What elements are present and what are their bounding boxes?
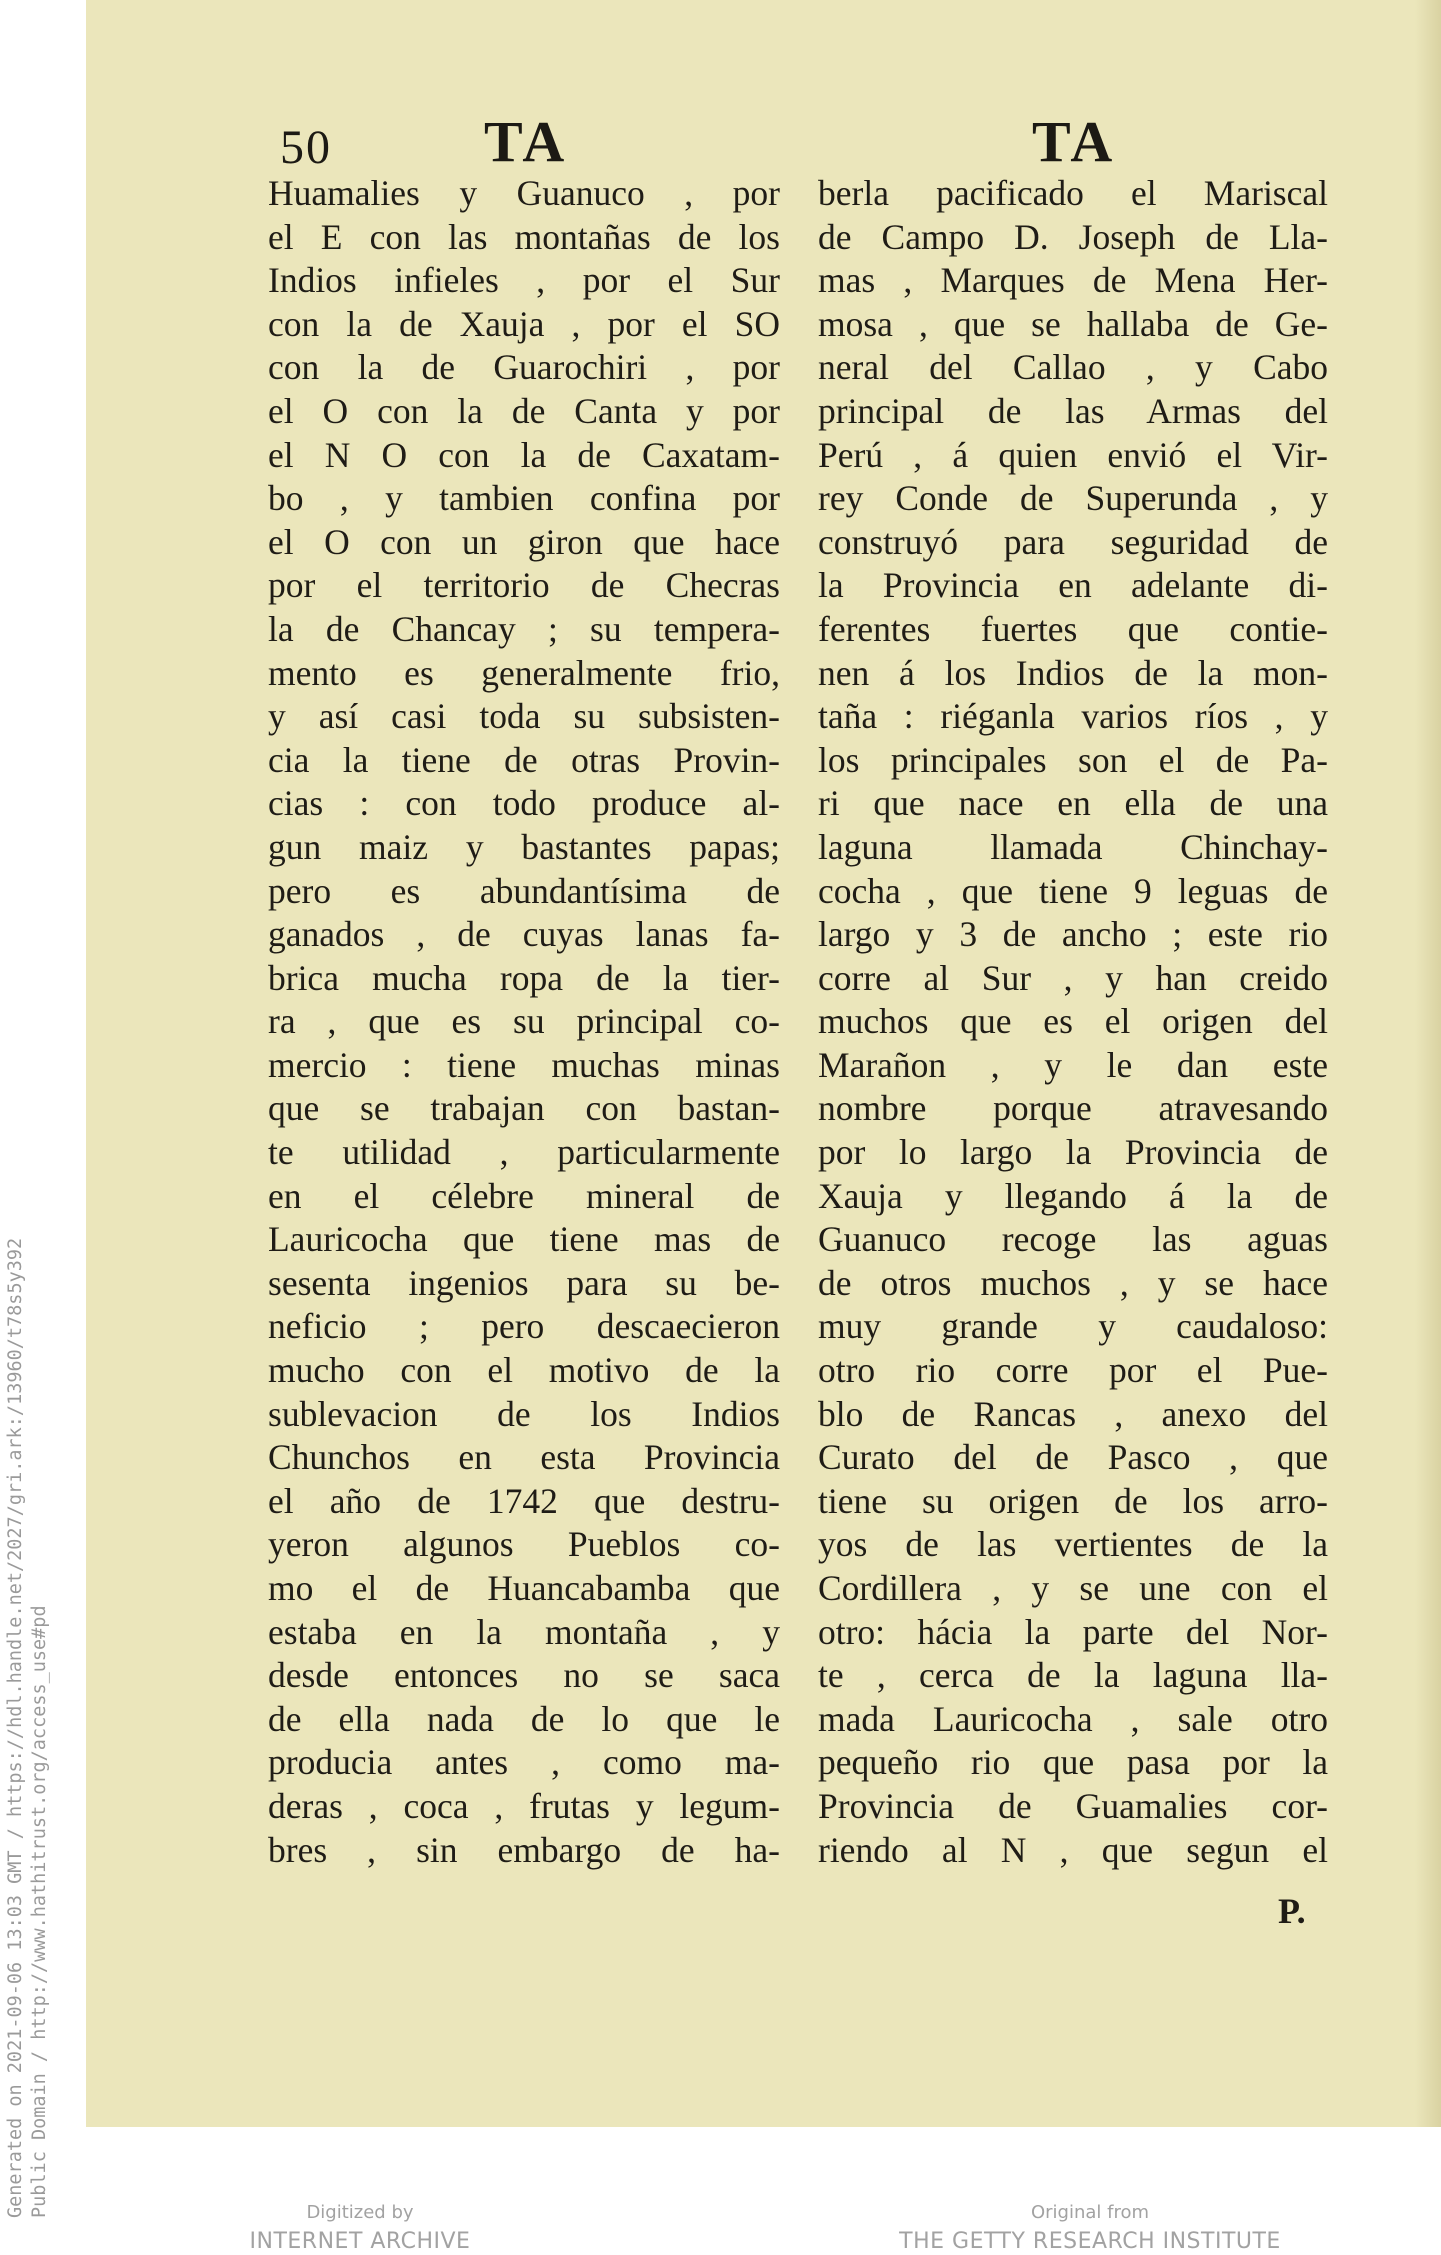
- text-line: que se trabajan con bastan-: [268, 1088, 780, 1129]
- text-line: bres , sin embargo de ha-: [268, 1829, 780, 1870]
- text-line: desde entonces no se saca: [268, 1655, 780, 1696]
- text-line: sublevacion de los Indios: [268, 1393, 780, 1434]
- text-line: Marañon , y le dan este: [818, 1044, 1328, 1085]
- text-line: principal de las Armas del: [818, 390, 1328, 431]
- text-line: rey Conde de Superunda , y: [818, 478, 1328, 519]
- text-line: por lo largo la Provincia de: [818, 1132, 1328, 1173]
- text-line: otro: hácia la parte del Nor-: [818, 1611, 1328, 1652]
- text-line: brica mucha ropa de la tier-: [268, 957, 780, 998]
- text-line: berla pacificado el Mariscal: [818, 173, 1328, 213]
- text-line: construyó para seguridad de: [818, 521, 1328, 562]
- text-line: mento es generalmente frio,: [268, 652, 780, 693]
- text-line: Xauja y llegando á la de: [818, 1175, 1328, 1216]
- text-line: producia antes , como ma-: [268, 1742, 780, 1783]
- text-line: el N O con la de Caxatam-: [268, 434, 780, 475]
- text-line: muy grande y caudaloso:: [818, 1306, 1328, 1347]
- text-line: con la de Guarochiri , por: [268, 347, 780, 388]
- text-line: ri que nace en ella de una: [818, 783, 1328, 824]
- text-line: mada Lauricocha , sale otro: [818, 1698, 1328, 1739]
- text-line: pero es abundantísima de: [268, 870, 780, 911]
- text-line: Guanuco recoge las aguas: [818, 1219, 1328, 1260]
- footer-getty: THE GETTY RESEARCH INSTITUTE: [899, 2229, 1281, 2254]
- text-line: cias : con todo produce al-: [268, 783, 780, 824]
- left-text-column: [268, 172, 780, 1872]
- text-line: Perú , á quien envió el Vir-: [818, 434, 1328, 475]
- footer-digitized-label: Digitized by: [306, 2202, 414, 2223]
- text-line: los principales son el de Pa-: [818, 739, 1328, 780]
- text-line: el O con la de Canta y por: [268, 390, 780, 431]
- running-head-left: TA: [484, 109, 569, 174]
- text-line: yeron algunos Pueblos co-: [268, 1524, 780, 1565]
- hathitrust-watermark: [4, 1238, 52, 2218]
- text-line: ra , que es su principal co-: [268, 1001, 780, 1042]
- text-line: por el territorio de Checras: [268, 565, 780, 606]
- text-line: ganados , de cuyas lanas fa-: [268, 914, 780, 955]
- right-text-column: [818, 172, 1328, 1872]
- text-line: cocha , que tiene 9 leguas de: [818, 870, 1328, 911]
- watermark-line-generated: Generated on 2021-09-06 13:03 GMT / https://hdl.handle.net/2027/gri.ark:/13960/t78s5y392: [5, 1237, 26, 2218]
- footer-digitized-by: [240, 2202, 480, 2254]
- text-line: cia la tiene de otras Provin-: [268, 739, 780, 780]
- text-line: te utilidad , particularmente: [268, 1132, 780, 1173]
- footer-original-label: Original from: [1030, 2202, 1150, 2223]
- text-line: neficio ; pero descaecieron: [268, 1306, 780, 1347]
- running-head-right: TA: [1032, 109, 1117, 174]
- text-line: riendo al N , que segun el: [818, 1829, 1328, 1870]
- text-line: bo , y tambien confina por: [268, 478, 780, 519]
- footer-internet-archive: INTERNET ARCHIVE: [249, 2229, 471, 2254]
- text-line: la de Chancay ; su tempera-: [268, 608, 780, 649]
- text-line: sesenta ingenios para su be-: [268, 1262, 780, 1303]
- text-line: mucho con el motivo de la: [268, 1350, 780, 1391]
- text-line: otro rio corre por el Pue-: [818, 1350, 1328, 1391]
- text-line: Cordillera , y se une con el: [818, 1568, 1328, 1608]
- text-line: estaba en la montaña , y: [268, 1611, 780, 1652]
- text-line: nombre porque atravesando: [818, 1088, 1328, 1129]
- text-line: el O con un giron que hace: [268, 521, 780, 562]
- page-number: 50: [280, 121, 332, 174]
- text-line: mas , Marques de Mena Her-: [818, 260, 1328, 301]
- text-line: en el célebre mineral de: [268, 1175, 780, 1216]
- text-line: de ella nada de lo que le: [268, 1698, 780, 1739]
- text-line: mosa , que se hallaba de Ge-: [818, 303, 1328, 344]
- text-line: mo el de Huancabamba que: [268, 1568, 780, 1608]
- text-line: Chunchos en esta Provincia: [268, 1437, 780, 1478]
- text-line: taña : riéganla varios ríos , y: [818, 696, 1328, 737]
- text-line: y así casi toda su subsisten-: [268, 696, 780, 737]
- text-line: Provincia de Guamalies cor-: [818, 1785, 1328, 1826]
- text-line: pequeño rio que pasa por la: [818, 1742, 1328, 1783]
- text-line: el año de 1742 que destru-: [268, 1480, 780, 1521]
- text-line: yos de las vertientes de la: [818, 1524, 1328, 1565]
- text-line: con la de Xauja , por el SO: [268, 303, 780, 344]
- text-line: corre al Sur , y han creido: [818, 957, 1328, 998]
- text-line: neral del Callao , y Cabo: [818, 347, 1328, 388]
- text-line: muchos que es el origen del: [818, 1001, 1328, 1042]
- page-edge-shadow: [1415, 0, 1441, 2127]
- text-line: el E con las montañas de los: [268, 216, 780, 257]
- text-line: laguna llamada Chinchay-: [818, 826, 1328, 867]
- text-line: Huamalies y Guanuco , por: [268, 173, 780, 213]
- text-line: de Campo D. Joseph de Lla-: [818, 216, 1328, 257]
- text-line: mercio : tiene muchas minas: [268, 1044, 780, 1085]
- text-line: de otros muchos , y se hace: [818, 1262, 1328, 1303]
- text-line: Curato del de Pasco , que: [818, 1437, 1328, 1478]
- text-line: ferentes fuertes que contie-: [818, 608, 1328, 649]
- text-line: nen á los Indios de la mon-: [818, 652, 1328, 693]
- catchword: P.: [1278, 1891, 1306, 1931]
- text-line: largo y 3 de ancho ; este rio: [818, 914, 1328, 955]
- text-line: la Provincia en adelante di-: [818, 565, 1328, 606]
- text-line: te , cerca de la laguna lla-: [818, 1655, 1328, 1696]
- text-line: blo de Rancas , anexo del: [818, 1393, 1328, 1434]
- text-line: Indios infieles , por el Sur: [268, 260, 780, 301]
- text-line: gun maiz y bastantes papas;: [268, 826, 780, 867]
- text-line: tiene su origen de los arro-: [818, 1480, 1328, 1521]
- watermark-line-rights: Public Domain / http://www.hathitrust.org/access_use#pd: [29, 1605, 50, 2218]
- text-line: deras , coca , frutas y legum-: [268, 1785, 780, 1826]
- footer-original-from: [880, 2202, 1300, 2254]
- text-line: Lauricocha que tiene mas de: [268, 1219, 780, 1260]
